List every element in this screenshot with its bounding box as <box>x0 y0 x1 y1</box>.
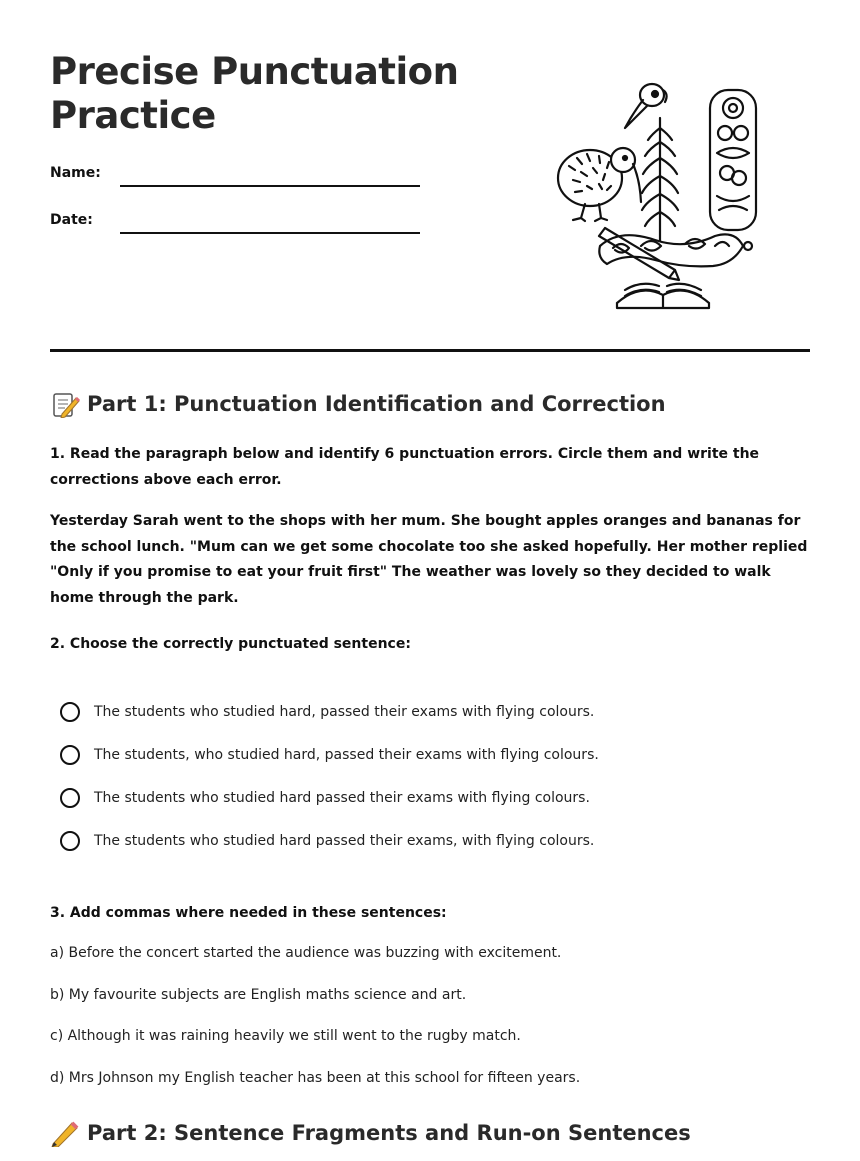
part2-heading-text: Part 2: Sentence Fragments and Run-on Sentences <box>87 1121 691 1145</box>
worksheet-title <box>50 50 530 138</box>
name-line[interactable] <box>120 185 420 187</box>
option-b[interactable] <box>60 742 599 768</box>
date-line[interactable] <box>120 232 420 234</box>
title-line-1: Precise Punctuation <box>50 50 459 93</box>
option-label: The students who studied hard, passed their exams with flying colours. <box>94 704 595 720</box>
date-field[interactable] <box>50 212 420 236</box>
question-1: 1. Read the paragraph below and identify 6 punctuation errors. Circle them and write the corrections above each error. <box>50 446 760 488</box>
title-line-2: Practice <box>50 94 216 137</box>
part1-heading <box>50 390 666 418</box>
option-label: The students, who studied hard, passed their exams with flying colours. <box>94 747 599 763</box>
radio-button[interactable] <box>60 702 80 722</box>
comma-sentence-c: c) Although it was raining heavily we still went to the rugby match. <box>50 1028 521 1044</box>
name-label: Name: <box>50 165 101 181</box>
option-a[interactable] <box>60 699 594 725</box>
option-d[interactable] <box>60 828 594 854</box>
comma-sentence-d: d) Mrs Johnson my English teacher has been at this school for fifteen years. <box>50 1070 581 1086</box>
option-label: The students who studied hard passed their exams, with flying colours. <box>94 833 595 849</box>
radio-button[interactable] <box>60 831 80 851</box>
header-divider <box>50 349 810 352</box>
radio-button[interactable] <box>60 745 80 765</box>
name-field[interactable] <box>50 165 420 189</box>
part1-heading-text: Part 1: Punctuation Identification and Correction <box>87 392 666 416</box>
comma-sentence-b: b) My favourite subjects are English maths science and art. <box>50 987 467 1003</box>
pencil-icon <box>50 1119 80 1147</box>
radio-button[interactable] <box>60 788 80 808</box>
option-c[interactable] <box>60 785 590 811</box>
option-label: The students who studied hard passed their exams with flying colours. <box>94 790 590 806</box>
kiwi-fern-book-illustration <box>555 78 765 313</box>
comma-sentence-a: a) Before the concert started the audience was buzzing with excitement. <box>50 945 562 961</box>
question-2: 2. Choose the correctly punctuated sentence: <box>50 636 411 652</box>
memo-pencil-icon <box>50 390 80 418</box>
date-label: Date: <box>50 212 93 228</box>
error-paragraph: Yesterday Sarah went to the shops with her mum. She bought apples oranges and bananas for the school lunch. "Mum can we get some chocolate too she asked hopefully. Her mother replied "Only if you promise to eat your fruit first" The weather was lovely so they decided to walk home through the park. <box>50 513 808 606</box>
part2-heading <box>50 1119 691 1147</box>
question-3: 3. Add commas where needed in these sentences: <box>50 905 447 921</box>
